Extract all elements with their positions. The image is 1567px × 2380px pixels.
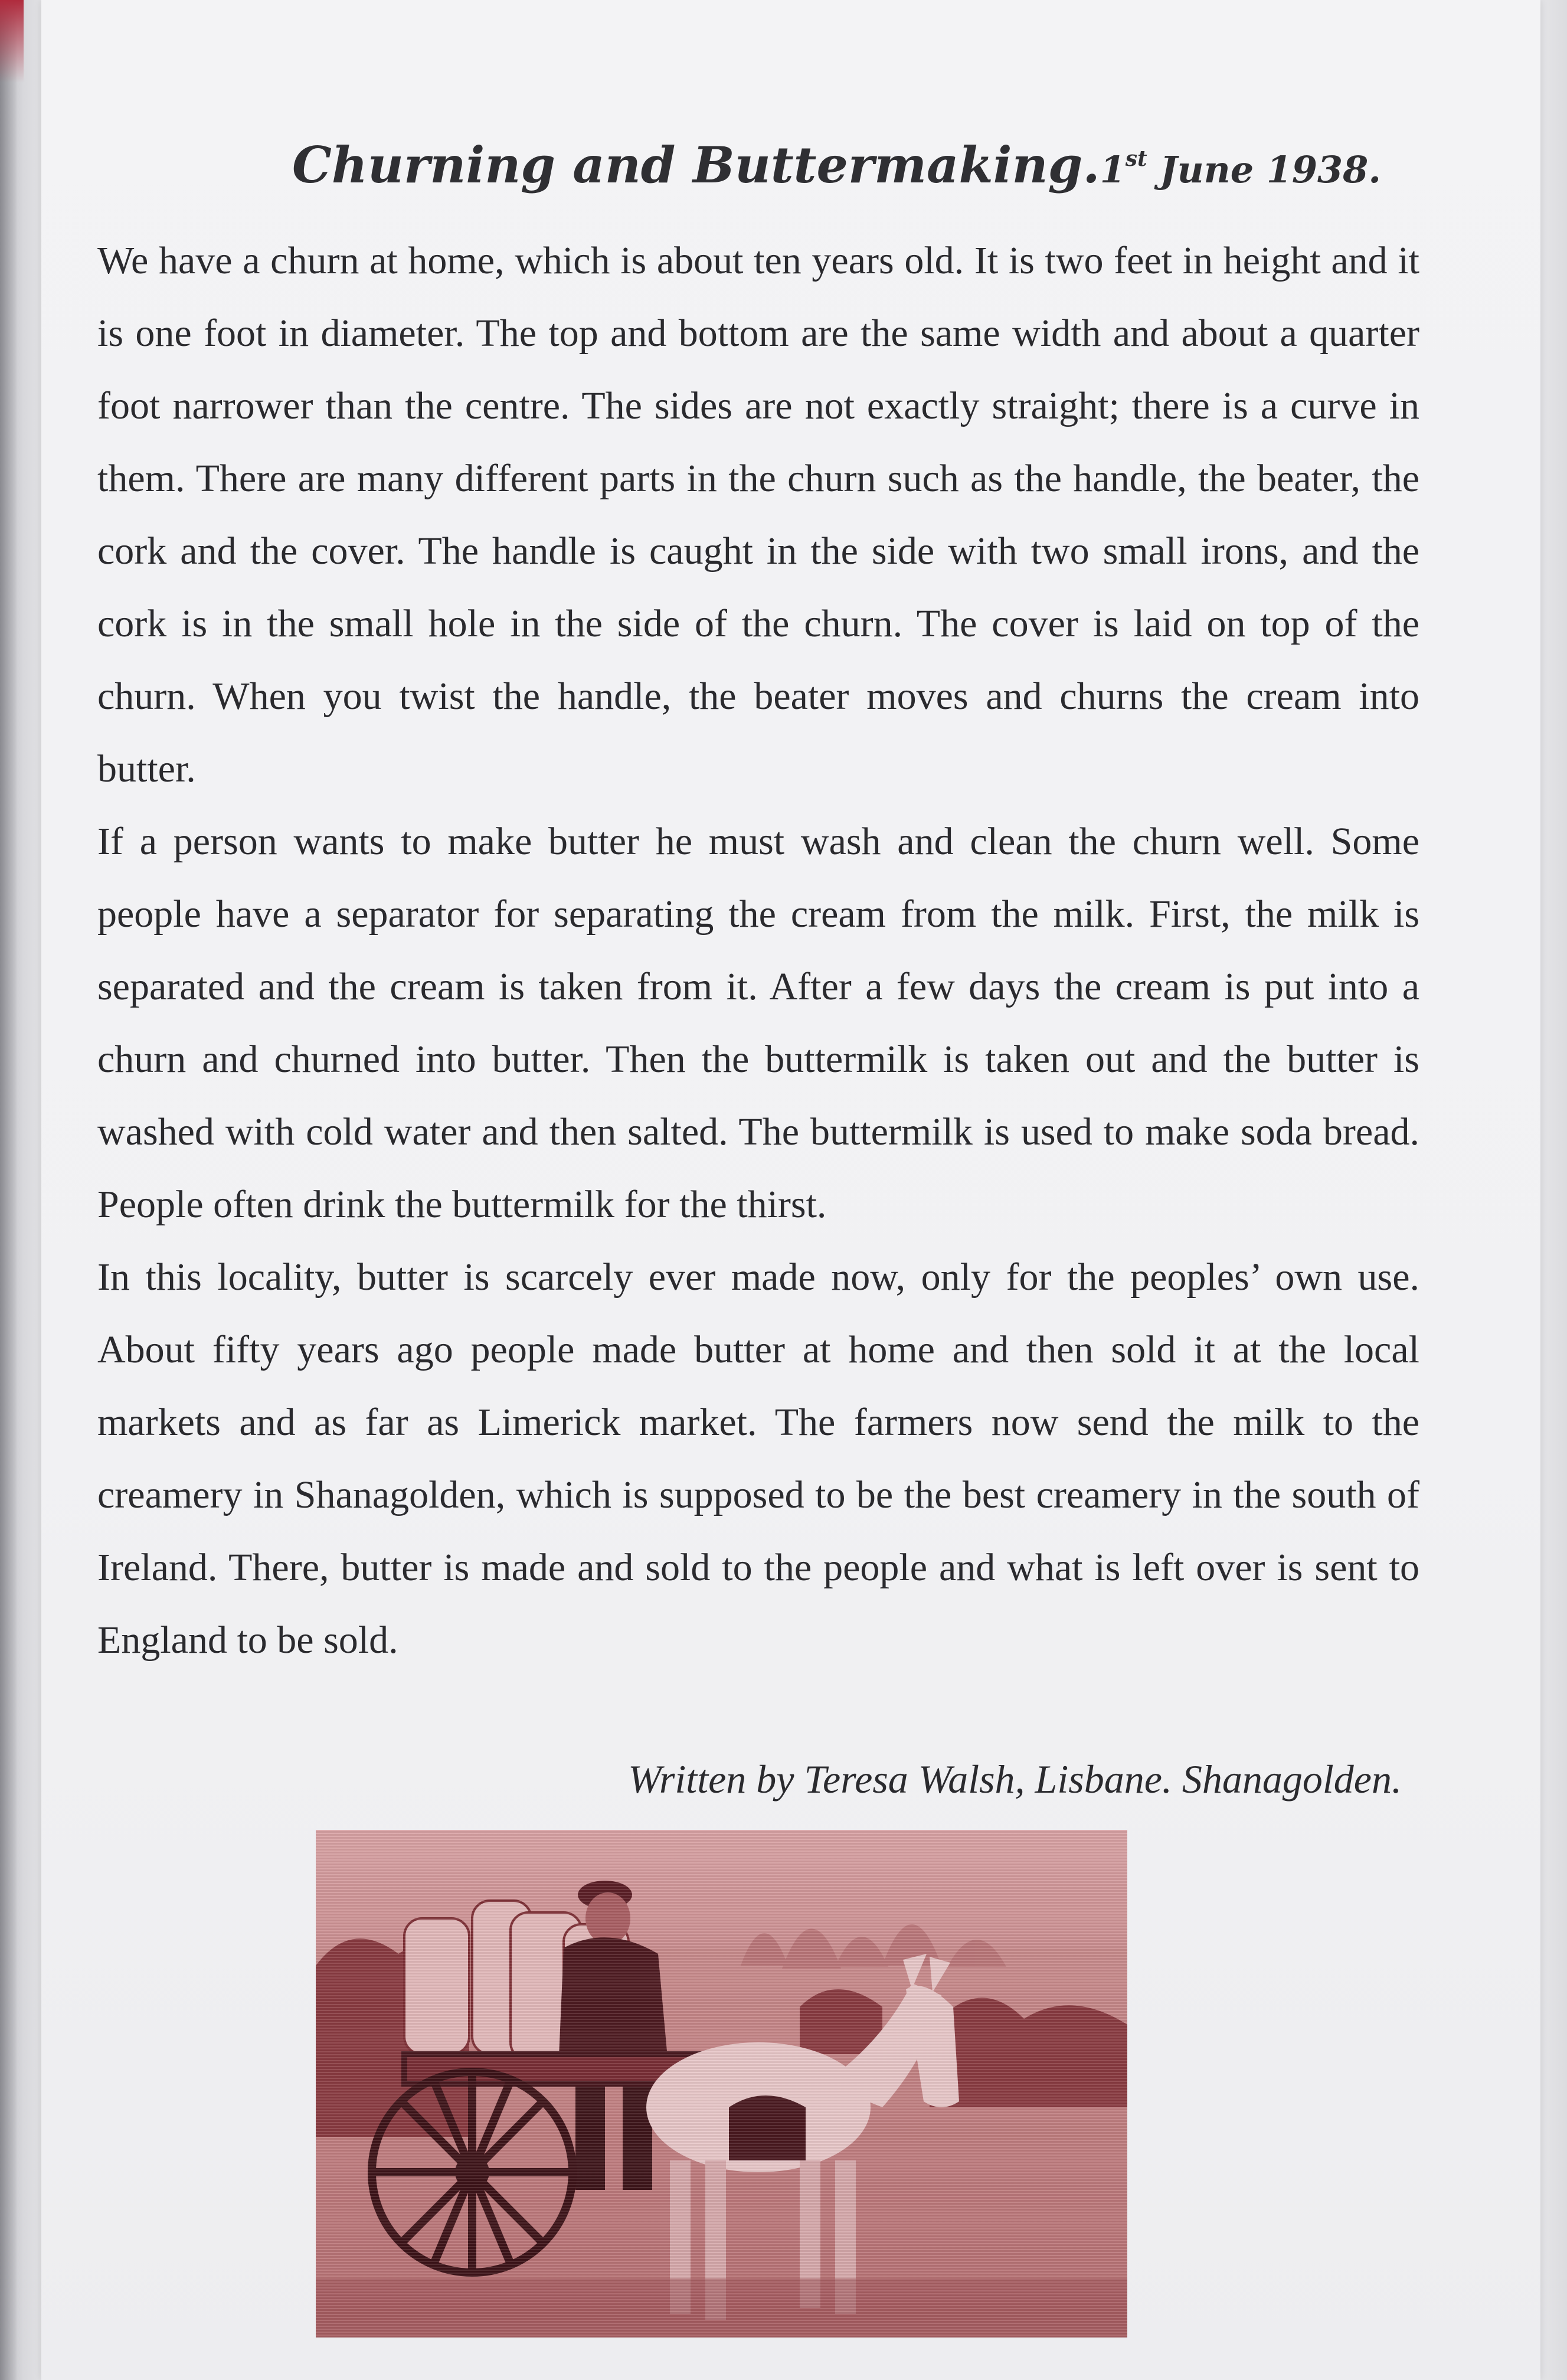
paragraph-churn-description: We have a churn at home, which is about ten years old. It is two feet in height and it is one foot in diameter. The top and bottom are the same width and about a quarter foot narrower than the centre. The sides are not exactly straight; there is a curve in them. There are many different parts in the churn such as the handle, the beater, the cork and the cover. The handle is caught in the side with two small irons, and the cork is in the small hole in the side of the churn. The cover is laid on top of the churn. When you twist the handle, the beater moves and churns the cream into butter. (97, 239, 1419, 790)
title-date (1100, 148, 1381, 191)
red-cover-corner (0, 0, 24, 83)
title-date-suffix: st (1125, 146, 1147, 171)
photo-shadow (316, 2278, 1127, 2338)
photo-illustration (316, 1830, 1127, 2338)
paragraph-butter-making: If a person wants to make butter he must wash and clean the churn well. Some people have a separator for separating the cream from the milk. First, the milk is separated and the cream is taken from it. After a few days the cream is put into a churn and churned into butter. Then the buttermilk is taken out and the butter is washed with cold water and then salted. The buttermilk is used to make soda bread. People often drink the buttermilk for the thirst. (97, 820, 1419, 1226)
title-date-rest: June 1938. (1147, 148, 1381, 191)
byline: Written by Teresa Walsh, Lisbane. Shanagolden. (628, 1757, 1402, 1802)
donkey-cart-photo (316, 1830, 1127, 2338)
page-title (292, 136, 1381, 194)
book-binding-edge (0, 0, 17, 2380)
title-date-day: 1 (1100, 148, 1126, 191)
title-text: Churning and Buttermaking. (292, 136, 1100, 194)
cart-wheel-icon (372, 2072, 573, 2273)
paragraph-locality: In this locality, butter is scarcely ever made now, only for the peoples’ own use. About fifty years ago people made butter at home and then sold it at the local markets and as far as Limerick market. The farmers now send the milk to the creamery in Shanagolden, which is supposed to be the best creamery in the south of Ireland. There, butter is made and sold to the people and what is left over is sent to England to be sold. (97, 1256, 1419, 1662)
page (41, 0, 1540, 2380)
article-body (97, 224, 1419, 1676)
